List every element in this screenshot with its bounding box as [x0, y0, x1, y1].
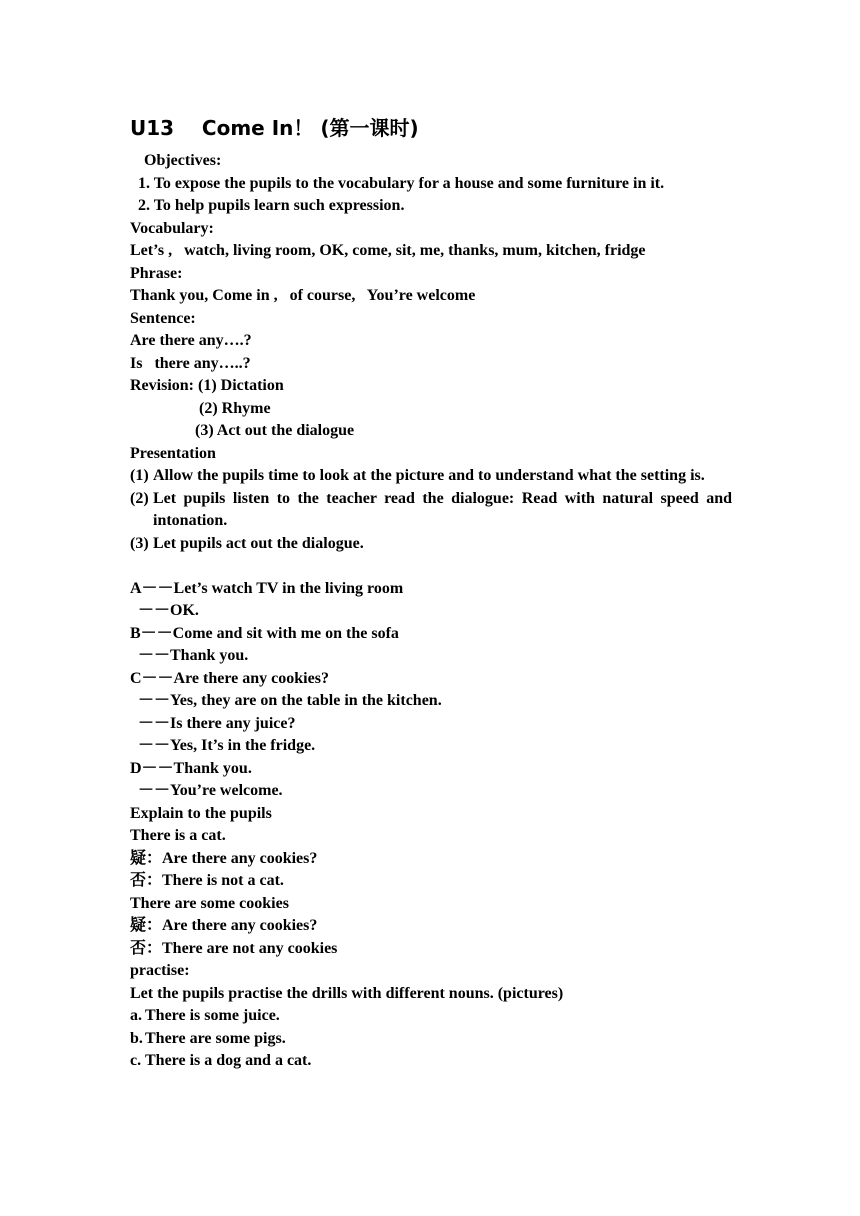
practise-text: There is some juice.: [145, 1007, 280, 1024]
practise-heading: practise:: [130, 962, 190, 979]
practise-label: a.: [130, 1007, 142, 1024]
presentation-number: (2): [130, 489, 149, 507]
dialogue-line: －－Yes, they are on the table in the kitchen.: [138, 692, 442, 709]
dialogue-line: －－OK.: [138, 602, 199, 619]
sentence-item: Is there any…..?: [130, 354, 251, 372]
presentation-item: [130, 488, 732, 533]
practise-text: There are some pigs.: [145, 1029, 286, 1047]
practise-item: [130, 1028, 732, 1051]
practise-item: [130, 1005, 732, 1028]
presentation-text: Let pupils act out the dialogue.: [153, 534, 364, 552]
dialogue-line: D－－Thank you.: [130, 759, 252, 777]
page-title: U13 Come In！ (第一课时): [130, 116, 419, 140]
document-page: [130, 114, 732, 1073]
phrase-list: Thank you, Come in , of course, You’re welcome: [130, 287, 476, 304]
objective-item: 1. To expose the pupils to the vocabulary for a house and some furniture in it.: [138, 174, 665, 192]
explain-line: 疑：Are there any cookies?: [130, 917, 318, 934]
vocabulary-heading: Vocabulary:: [130, 219, 214, 237]
dialogue-line: －－Is there any juice?: [138, 714, 296, 732]
explain-heading: Explain to the pupils: [130, 804, 272, 822]
practise-label: c.: [130, 1052, 142, 1069]
spacer: [130, 555, 732, 578]
dialogue-line: A－－Let’s watch TV in the living room: [130, 579, 404, 597]
dialogue-line: C－－Are there any cookies?: [130, 669, 329, 687]
revision-heading: Revision: (1) Dictation: [130, 377, 284, 394]
practise-text: There is a dog and a cat.: [145, 1052, 312, 1069]
practise-item: [130, 1050, 732, 1073]
revision-item: (2) Rhyme: [199, 399, 271, 417]
presentation-text: Let pupils listen to the teacher read the dialogue: Read with natural speed and intonation.: [153, 489, 732, 529]
phrase-heading: Phrase:: [130, 264, 183, 282]
explain-line: 疑：Are there any cookies?: [130, 849, 318, 867]
practise-label: b.: [130, 1029, 143, 1047]
dialogue-line: B－－Come and sit with me on the sofa: [130, 624, 399, 642]
objective-item: 2. To help pupils learn such expression.: [138, 197, 405, 214]
sentence-item: Are there any….?: [130, 332, 252, 349]
explain-line: 否：There is not a cat.: [130, 872, 284, 889]
explain-line: There are some cookies: [130, 894, 289, 912]
vocabulary-list: Let’s , watch, living room, OK, come, sit, me, thanks, mum, kitchen, fridge: [130, 242, 646, 259]
dialogue-line: －－Thank you.: [138, 647, 249, 664]
presentation-heading: Presentation: [130, 444, 216, 462]
practise-intro: Let the pupils practise the drills with different nouns. (pictures): [130, 984, 564, 1002]
presentation-text: Allow the pupils time to look at the picture and to understand what the setting is.: [153, 467, 705, 484]
presentation-item: [130, 465, 732, 488]
explain-line: 否：There are not any cookies: [130, 939, 338, 957]
explain-line: There is a cat.: [130, 827, 226, 844]
objectives-heading: Objectives:: [144, 152, 222, 169]
dialogue-line: －－Yes, It’s in the fridge.: [138, 737, 316, 754]
presentation-number: (3): [130, 534, 149, 552]
presentation-item: [130, 533, 732, 556]
revision-item: (3) Act out the dialogue: [195, 422, 355, 439]
dialogue-line: －－You’re welcome.: [138, 782, 283, 799]
presentation-number: (1): [130, 467, 149, 484]
sentence-heading: Sentence:: [130, 309, 196, 327]
